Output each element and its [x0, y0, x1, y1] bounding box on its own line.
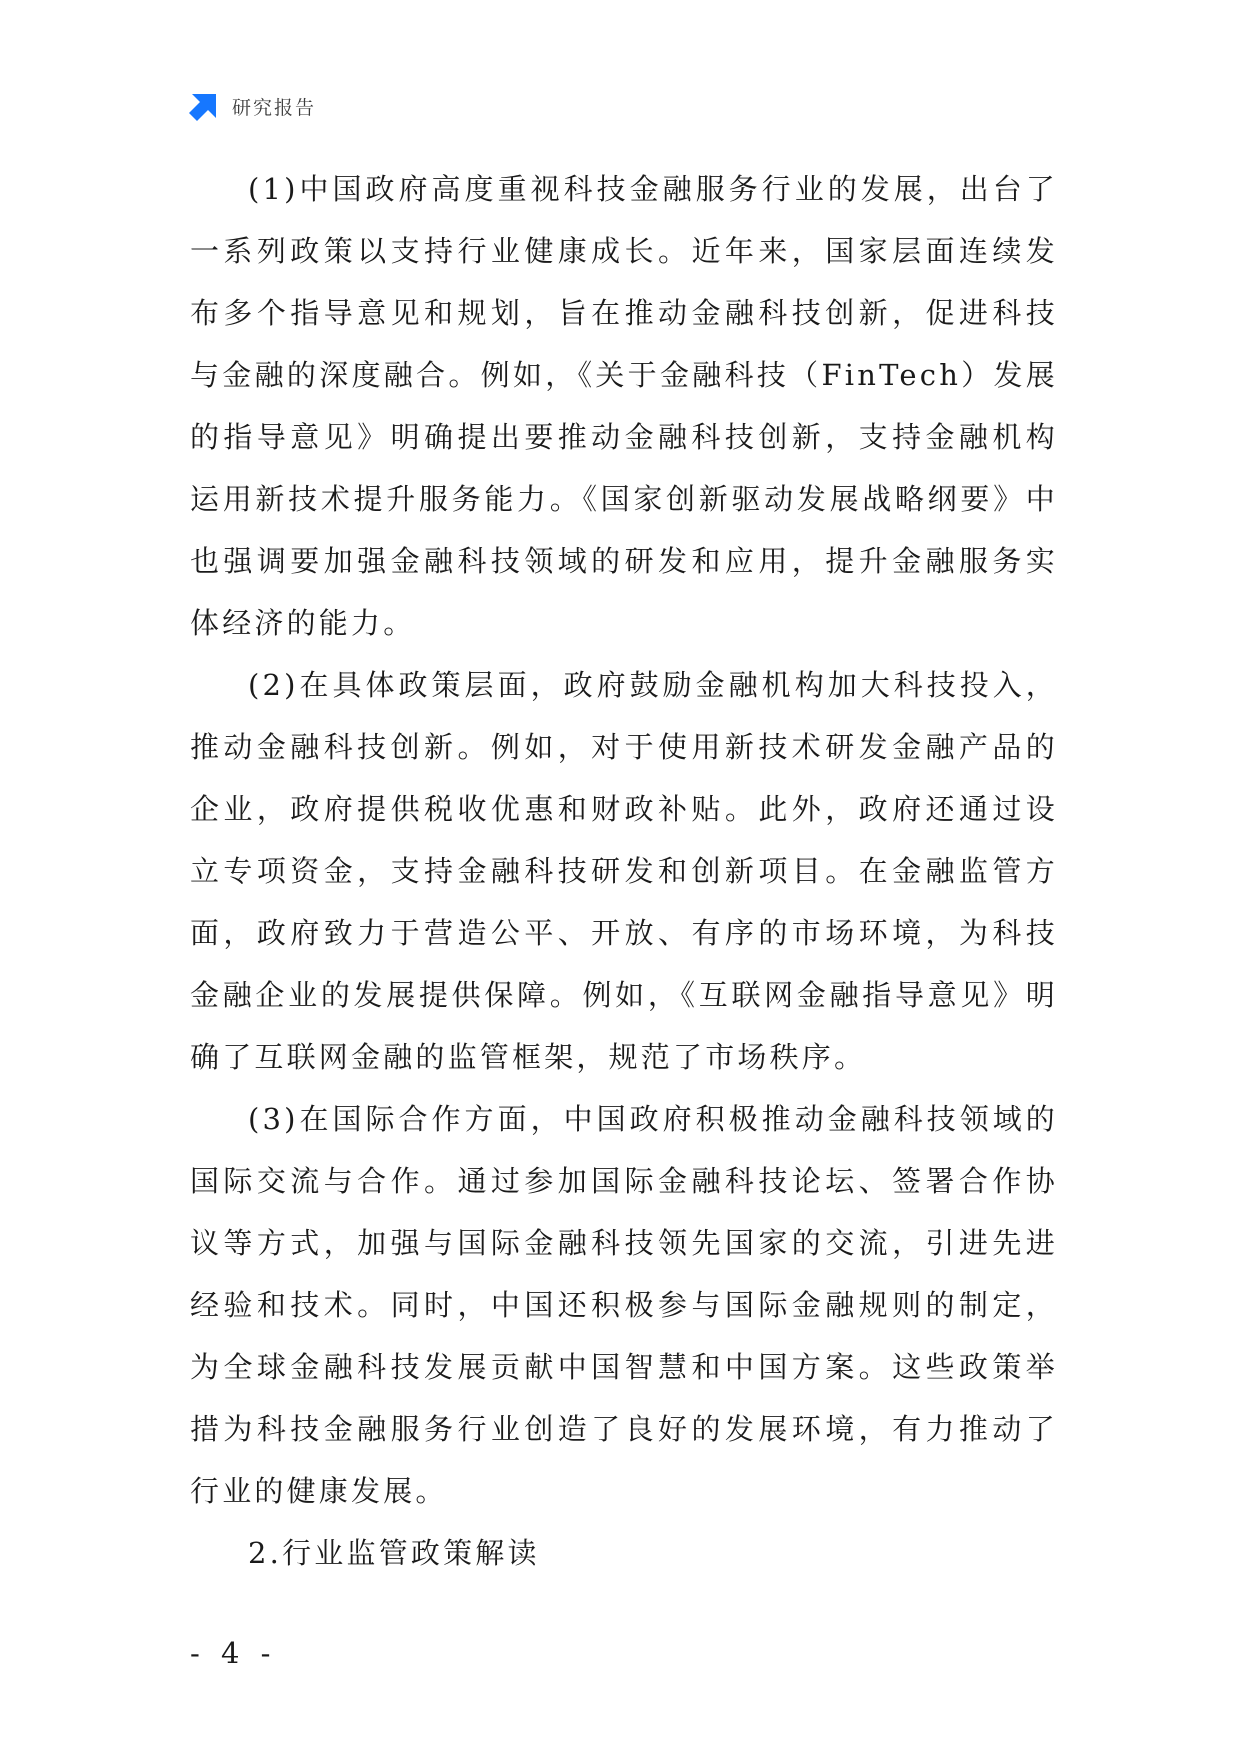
page-number: - 4 - [190, 1636, 277, 1670]
header-label: 研究报告 [232, 96, 317, 119]
document-body [190, 158, 1058, 1584]
section-heading: 2.行业监管政策解读 [248, 1536, 540, 1570]
paragraph-1: (1)中国政府高度重视科技金融服务行业的发展，出台了一系列政策以支持行业健康成长。近年来，国家层面连续发布多个指导意见和规划，旨在推动金融科技创新，促进科技与金融的深度融合。例如，《关于金融科技（FinTech）发展的指导意见》明确提出要推动金融科技创新，支持金融机构运用新技术提升服务能力。《国家创新驱动发展战略纲要》中也强调要加强金融科技领域的研发和应用，提升金融服务实体经济的能力。 [190, 172, 1058, 640]
arrow-up-right-icon [188, 90, 220, 122]
paragraph-2: (2)在具体政策层面，政府鼓励金融机构加大科技投入，推动金融科技创新。例如，对于使用新技术研发金融产品的企业，政府提供税收优惠和财政补贴。此外，政府还通过设立专项资金，支持金融科技研发和创新项目。在金融监管方面，政府致力于营造公平、开放、有序的市场环境，为科技金融企业的发展提供保障。例如，《互联网金融指导意见》明确了互联网金融的监管框架，规范了市场秩序。 [190, 668, 1058, 1074]
paragraph-3: (3)在国际合作方面，中国政府积极推动金融科技领域的国际交流与合作。通过参加国际金融科技论坛、签署合作协议等方式，加强与国际金融科技领先国家的交流，引进先进经验和技术。同时，中国还积极参与国际金融规则的制定，为全球金融科技发展贡献中国智慧和中国方案。这些政策举措为科技金融服务行业创造了良好的发展环境，有力推动了行业的健康发展。 [190, 1102, 1058, 1508]
page-header [188, 88, 316, 124]
